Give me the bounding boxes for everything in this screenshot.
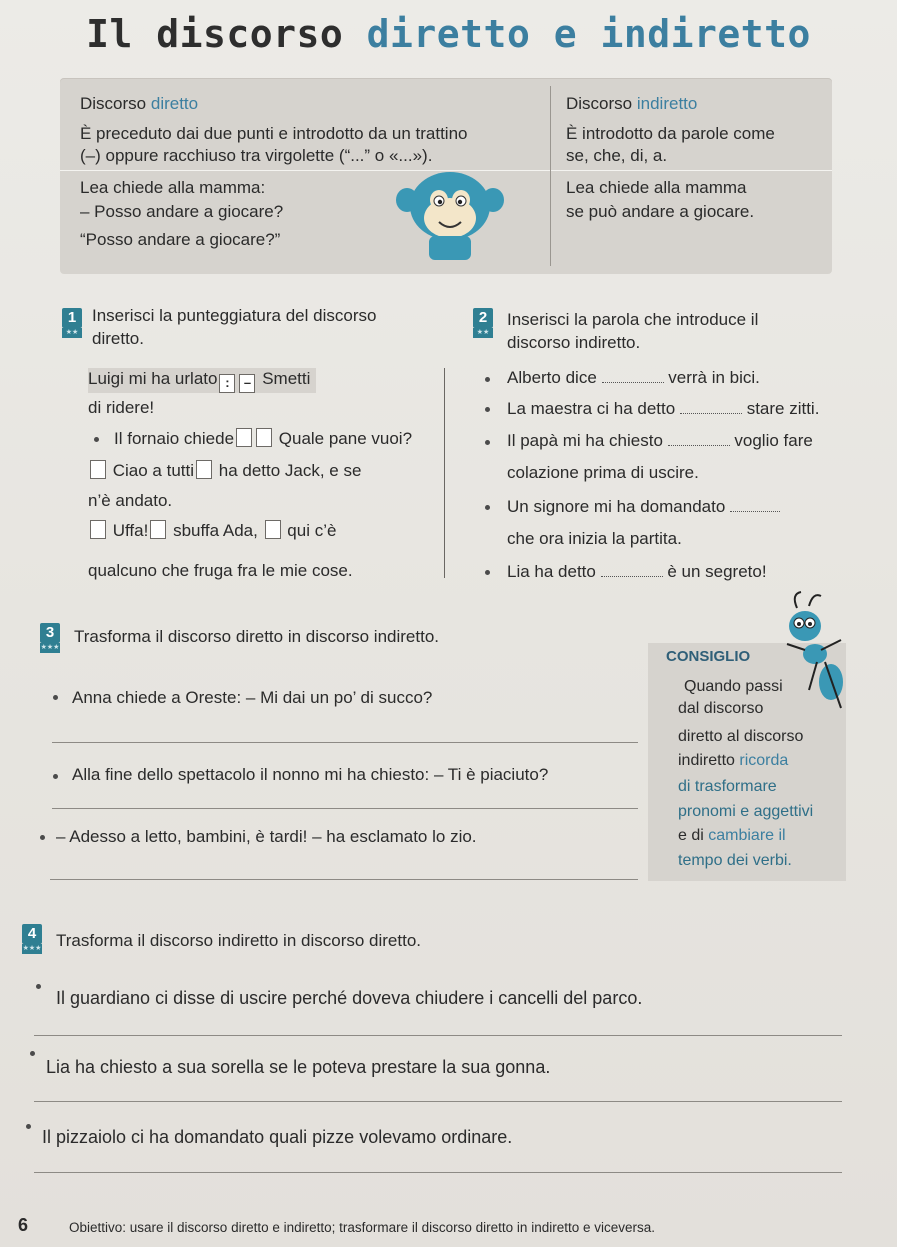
exercise-1-title-2: diretto. [92,329,144,348]
left-example-3: “Posso andare a giocare?” [80,230,281,249]
box-divider [550,86,551,266]
left-example-1: Lea chiede alla mamma: [80,178,266,197]
page-title: Il discorso diretto e indiretto [86,12,811,56]
exercise-2-title-2: discorso indiretto. [507,333,641,352]
monkey-icon [395,170,505,260]
exercise-1-item-1: Il fornaio chiede Quale pane vuoi? [114,429,413,448]
exercise-1-item-2: Ciao a tutti ha detto Jack, e se [88,460,361,482]
exercise-4-item: Il pizzaiolo ci ha domandato quali pizze volevamo ordinare. [42,1127,513,1147]
bullet [40,835,45,840]
left-example-2: – Posso andare a giocare? [80,202,284,221]
exercise-2-difficulty: ★★ [473,328,493,338]
tip-line-8: tempo dei verbi. [678,852,792,869]
bullet [485,570,490,575]
answer-line[interactable] [50,879,638,880]
exercise-2-item-4-cont: che ora inizia la partita. [507,529,682,548]
colon-box: : [219,374,235,393]
exercise-3-item: Alla fine dello spettacolo il nonno mi ha chiesto: – Ti è piaciuto? [72,765,549,784]
bullet [485,407,490,412]
answer-box[interactable] [256,428,272,447]
ant-icon [775,590,845,720]
bullet [485,377,490,382]
exercise-2-title-1: Inserisci la parola che introduce il [507,310,759,329]
exercise-1-title-1: Inserisci la punteggiatura del discorso [92,306,377,325]
answer-line[interactable] [34,1035,842,1036]
page-number: 6 [18,1215,29,1235]
exercise-2-item-2: La maestra ci ha detto stare zitti. [507,399,820,418]
answer-box[interactable] [196,460,212,479]
exercise-4-item: Il guardiano ci disse di uscire perché doveva chiudere i cancelli del parco. [56,988,643,1008]
exercise-2-item-5: Lia ha detto è un segreto! [507,562,767,581]
bullet [94,437,99,442]
right-heading: Discorso indiretto [566,94,698,113]
answer-line[interactable] [602,370,664,383]
exercise-3-difficulty: ★★★ [40,644,60,651]
right-example-2: se può andare a giocare. [566,202,755,221]
column-divider [444,368,445,578]
exercise-2-item-4: Un signore mi ha domandato [507,496,780,518]
bullet [26,1124,31,1129]
tip-line-4: indiretto ricorda [678,752,789,769]
exercise-2-item-3-cont: colazione prima di uscire. [507,463,699,482]
bullet [485,505,490,510]
answer-line[interactable] [601,564,663,577]
answer-line[interactable] [52,808,638,809]
right-description-1: È introdotto da parole come [566,124,775,143]
left-description-1: È preceduto dai due punti e introdotto da un trattino [80,124,468,143]
tip-line-5: di trasformare [678,778,777,795]
answer-line[interactable] [52,742,638,743]
exercise-2-item-3: Il papà mi ha chiesto voglio fare [507,431,813,450]
answer-line[interactable] [730,499,780,512]
exercise-4-item: Lia ha chiesto a sua sorella se le poteva prestare la sua gonna. [46,1057,551,1077]
answer-line[interactable] [668,433,730,446]
exercise-1-example-cont: di ridere! [88,398,155,417]
answer-line[interactable] [34,1101,842,1102]
exercise-3-title: Trasforma il discorso diretto in discorso indiretto. [74,627,440,646]
exercise-1-item-3-cont: qualcuno che fruga fra le mie cose. [88,561,353,580]
bullet [53,774,58,779]
exercise-1-example: Luigi mi ha urlato : – Smetti [88,368,316,393]
tip-heading: CONSIGLIO [666,648,751,665]
exercise-2-number: 2 [473,308,493,328]
bullet [36,984,41,989]
left-heading: Discorso diretto [80,94,199,113]
answer-line[interactable] [680,401,742,414]
tip-line-6: pronomi e aggettivi [678,803,814,820]
exercise-4-difficulty: ★★★ [22,945,42,952]
exercise-3-item: – Adesso a letto, bambini, è tardi! – ha esclamato lo zio. [56,827,477,846]
exercise-1-item-2-cont: n’è andato. [88,491,173,510]
footer-objective: Obiettivo: usare il discorso diretto e indiretto; trasformare il discorso diretto in indiretto e viceversa. [69,1220,655,1235]
answer-box[interactable] [90,460,106,479]
answer-box[interactable] [90,520,106,539]
exercise-1-difficulty: ★★ [62,328,82,338]
answer-box[interactable] [236,428,252,447]
exercise-1-item-3: Uffa! sbuffa Ada, qui c’è [88,520,336,542]
exercise-3-number: 3 [40,623,60,643]
bullet [485,440,490,445]
exercise-3-item: Anna chiede a Oreste: – Mi dai un po’ di succo? [72,688,433,707]
left-description-2: (–) oppure racchiuso tra virgolette (“...” o «...»). [80,146,433,165]
tip-line-2: dal discorso [678,700,764,717]
answer-box[interactable] [150,520,166,539]
answer-line[interactable] [34,1172,842,1173]
exercise-4-number: 4 [22,924,42,944]
answer-box[interactable] [265,520,281,539]
right-example-1: Lea chiede alla mamma [566,178,747,197]
exercise-4-title: Trasforma il discorso indiretto in discorso diretto. [56,931,422,950]
tip-line-1: Quando passi [684,678,783,695]
right-description-2: se, che, di, a. [566,146,668,165]
dash-box: – [239,374,255,393]
exercise-1-number: 1 [62,308,82,328]
tip-line-7: e di cambiare il [678,827,786,844]
exercise-2-item-1: Alberto dice verrà in bici. [507,368,760,387]
bullet [53,695,58,700]
tip-line-3: diretto al discorso [678,728,804,745]
bullet [30,1051,35,1056]
